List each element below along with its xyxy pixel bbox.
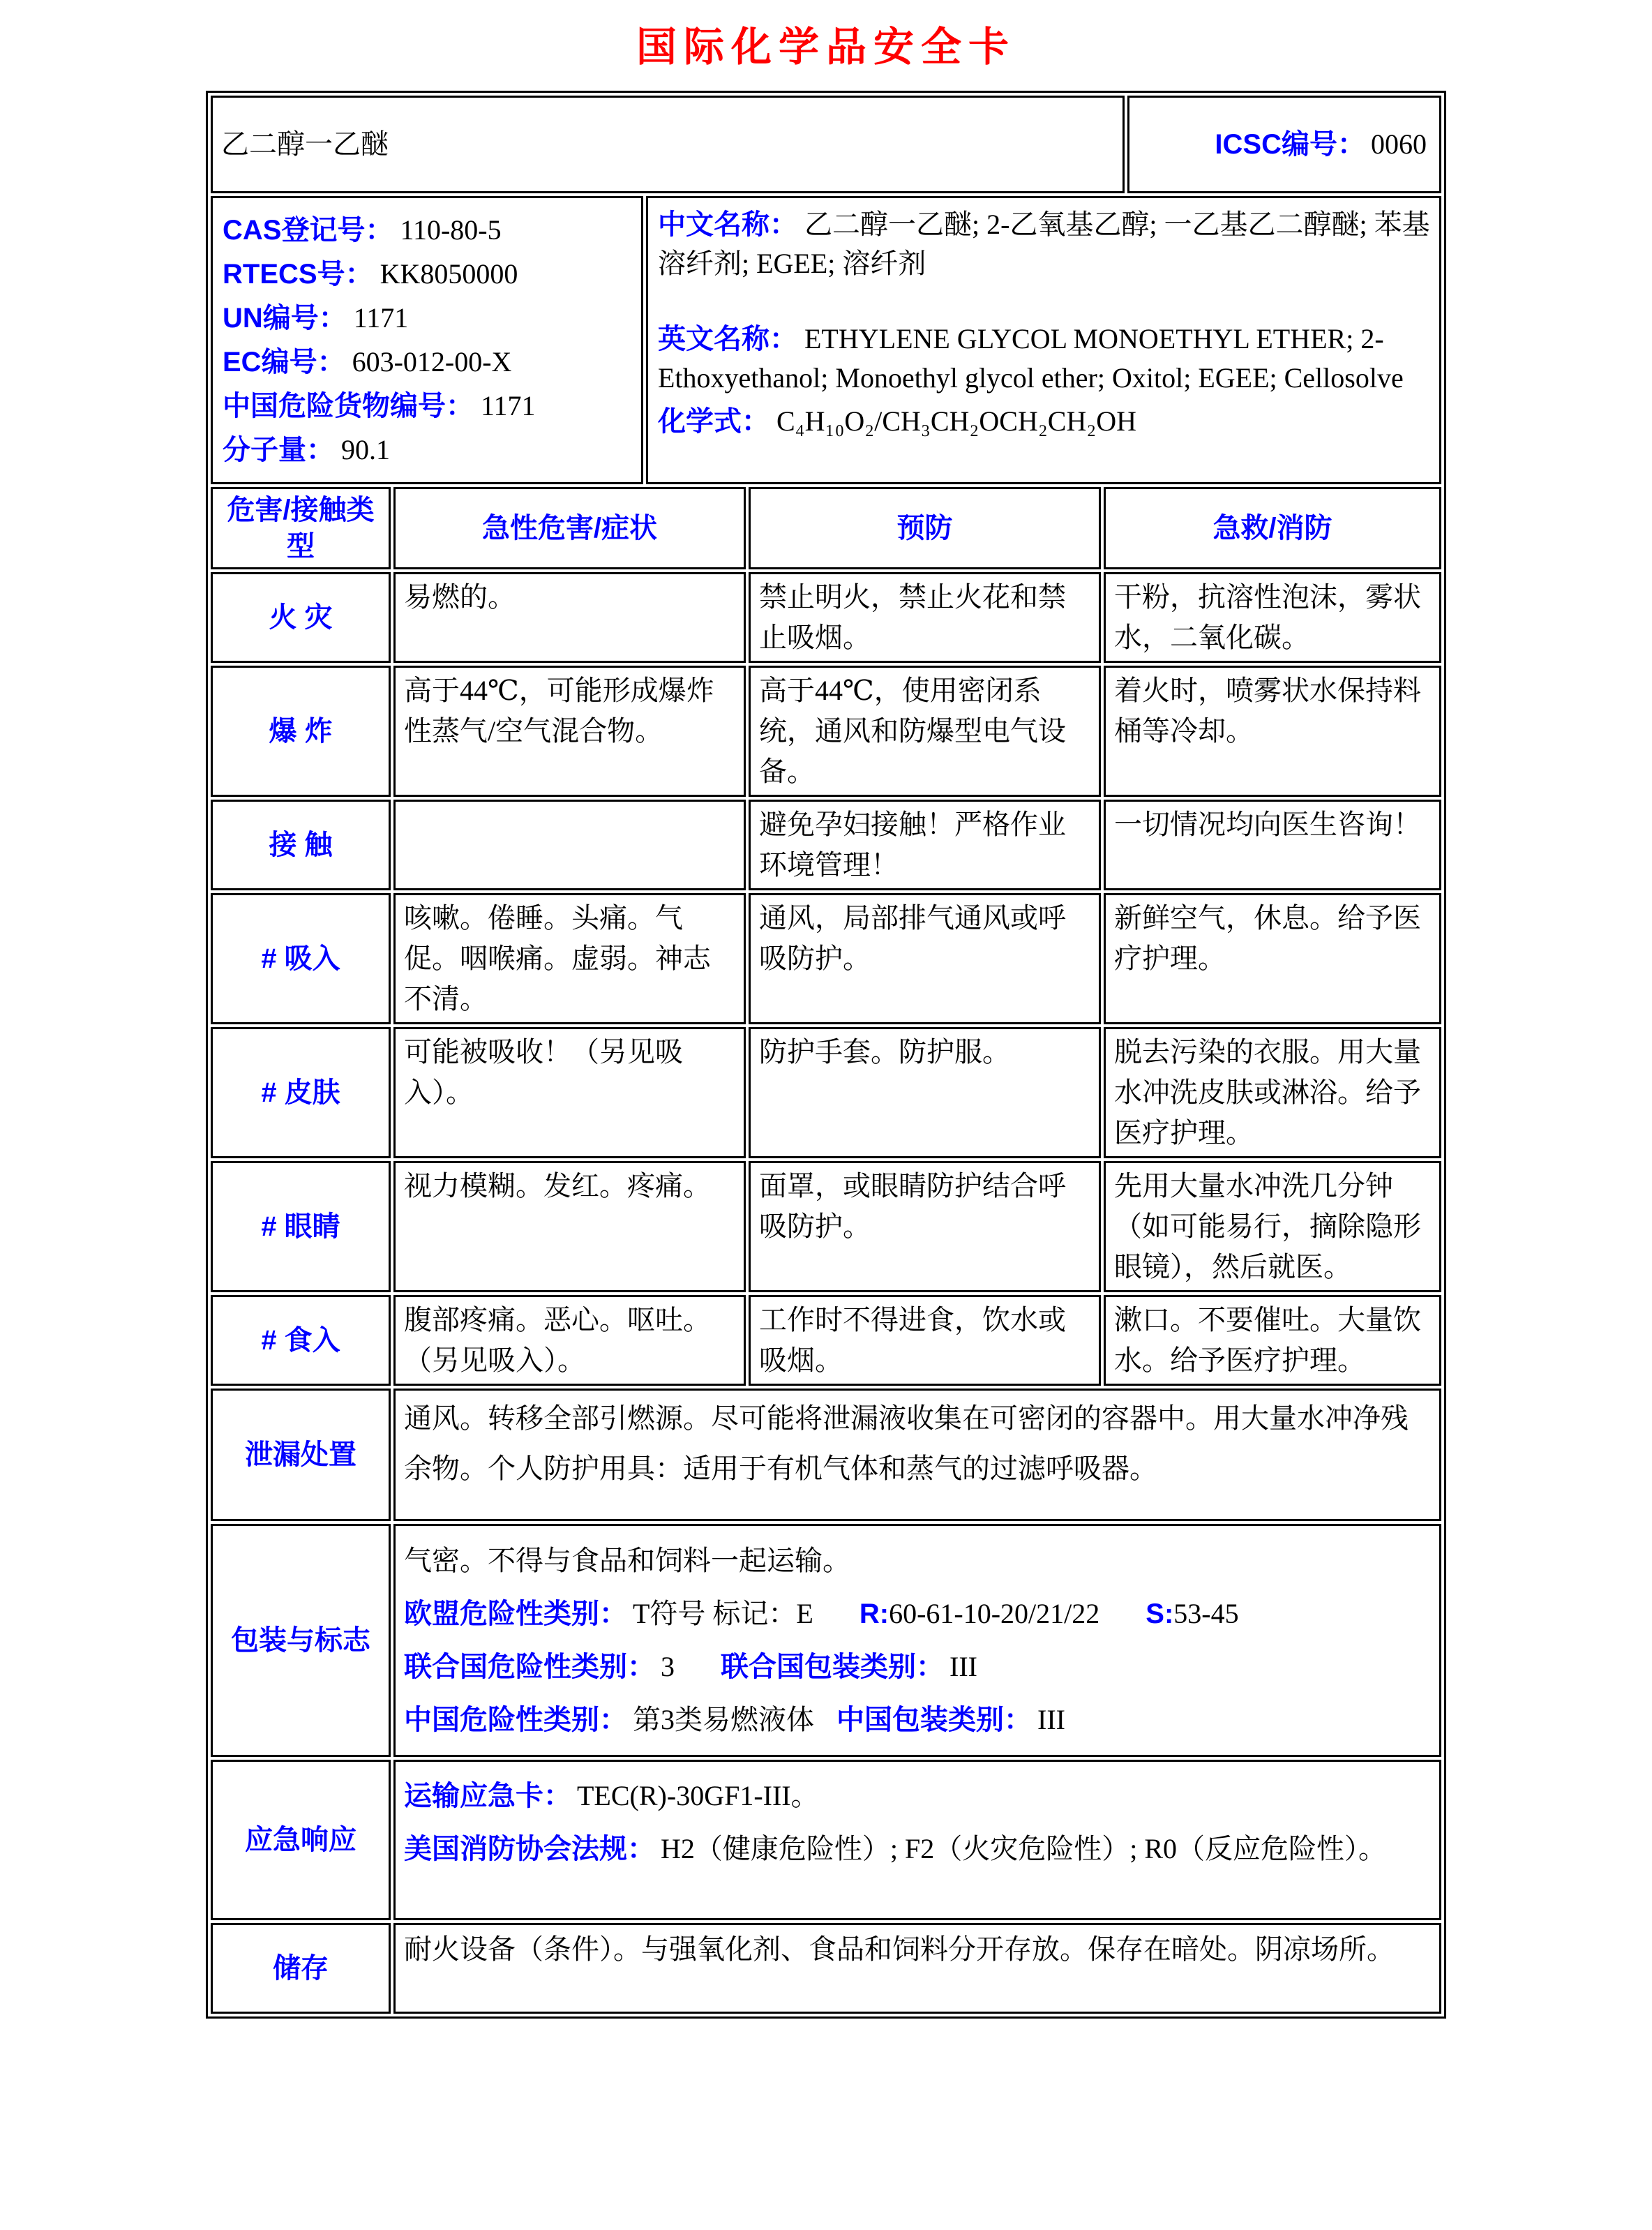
storage-row (211, 1923, 1441, 2014)
emergency-response-label: 应急响应 (211, 1760, 391, 1920)
hazard-row-contact (211, 800, 1441, 890)
hazard-row-skin (211, 1027, 1441, 1158)
header-firstaid-firefighting: 急救/消防 (1104, 487, 1441, 569)
ec-number-value: 603-012-00-X (352, 346, 512, 378)
english-names-label: 英文名称： (658, 324, 797, 355)
china-hazard-class-value: 第3类易燃液体 (633, 1704, 814, 1736)
china-dg-number-label: 中国危险货物编号： (223, 391, 474, 422)
fire-type-label: 火 灾 (211, 572, 391, 663)
mol-weight-label: 分子量： (223, 435, 334, 466)
spill-disposal-label: 泄漏处置 (211, 1389, 391, 1521)
cas-field (223, 211, 638, 249)
ec-number-label: EC编号： (223, 347, 345, 378)
explosion-symptoms: 高于44℃，可能形成爆炸性蒸气/空气混合物。 (393, 666, 746, 797)
eyes-symptoms: 视力模糊。发红。疼痛。 (393, 1161, 746, 1292)
fire-prevention: 禁止明火，禁止火花和禁止吸烟。 (749, 572, 1101, 663)
spill-disposal-content (393, 1389, 1441, 1521)
fire-symptoms: 易燃的。 (393, 572, 746, 663)
names-cell (646, 196, 1441, 484)
identifiers-cell (211, 196, 643, 484)
inhalation-symptoms: 咳嗽。倦睡。头痛。气促。咽喉痛。虚弱。神志不清。 (393, 893, 746, 1024)
hazard-row-inhalation (211, 893, 1441, 1024)
un-hazard-class-label: 联合国危险性类别： (404, 1652, 655, 1683)
icsc-number-value: 0060 (1371, 128, 1427, 160)
transport-emergency-card-value: TEC(R)-30GF1-III。 (577, 1780, 819, 1812)
ingestion-symptoms: 腹部疼痛。恶心。呕吐。（另见吸入）。 (393, 1295, 746, 1386)
un-number-label: UN编号： (223, 303, 347, 334)
s-phrases-value: 53-45 (1173, 1598, 1239, 1630)
fire-firstaid: 干粉，抗溶性泡沫，雾状水，二氧化碳。 (1104, 572, 1441, 663)
eu-hazard-class-label: 欧盟危险性类别： (404, 1599, 627, 1630)
skin-prevention: 防护手套。防护服。 (749, 1027, 1101, 1158)
icsc-number-label: ICSC编号： (1215, 129, 1365, 160)
ingestion-type-label: # 食入 (211, 1295, 391, 1386)
chinese-names-label: 中文名称： (658, 209, 797, 241)
page-title: 国际化学品安全卡 (636, 24, 1016, 70)
formula-label: 化学式： (658, 406, 769, 437)
mol-weight-field (223, 431, 638, 469)
chinese-names-value: 乙二醇一乙醚; 2-乙氧基乙醇; 一乙基乙二醇醚; 苯基溶纤剂; EGEE; 溶纤剂 (658, 209, 1430, 280)
contact-symptoms (393, 800, 746, 890)
skin-firstaid: 脱去污染的衣服。用大量水冲洗皮肤或淋浴。给予医疗护理。 (1104, 1027, 1441, 1158)
explosion-type-label: 爆 炸 (211, 666, 391, 797)
storage-text: 耐火设备（条件）。与强氧化剂、食品和饲料分开存放。保存在暗处。阴凉场所。 (404, 1933, 1395, 1966)
rtecs-value: KK8050000 (380, 258, 518, 290)
hazard-row-ingestion (211, 1295, 1441, 1386)
explosion-prevention: 高于44℃，使用密闭系统，通风和防爆型电气设备。 (749, 666, 1101, 797)
spill-disposal-text: 通风。转移全部引燃源。尽可能将泄漏液收集在可密闭的容器中。用大量水冲净残余物。个人防护用具：适用于有机气体和蒸气的过滤呼吸器。 (404, 1402, 1409, 1485)
rtecs-label: RTECS号： (223, 259, 373, 290)
english-names-para (658, 320, 1436, 398)
card-header-row (211, 96, 1441, 193)
hazard-row-explosion (211, 666, 1441, 797)
ingestion-prevention: 工作时不得进食，饮水或吸烟。 (749, 1295, 1101, 1386)
packaging-labeling-content (393, 1524, 1441, 1757)
header-prevention: 预防 (749, 487, 1101, 569)
un-packing-group-value: III (949, 1651, 977, 1683)
chemical-name-cell (211, 96, 1125, 193)
contact-prevention: 避免孕妇接触！严格作业环境管理！ (749, 800, 1101, 890)
cas-label: CAS登记号： (223, 215, 393, 246)
contact-firstaid: 一切情况均向医生咨询！ (1104, 800, 1441, 890)
china-packing-group-value: III (1037, 1704, 1065, 1736)
hazard-header-row (211, 487, 1441, 569)
chemical-name: 乙二醇一乙醚 (221, 128, 389, 160)
eu-hazard-class-line (404, 1593, 1431, 1635)
un-number-field (223, 299, 638, 337)
transport-emergency-card-label: 运输应急卡： (404, 1781, 571, 1812)
packaging-labeling-row (211, 1524, 1441, 1757)
un-class-line (404, 1646, 1431, 1688)
mol-weight-value: 90.1 (341, 434, 390, 466)
hazard-row-eyes (211, 1161, 1441, 1292)
r-phrases-value: 60-61-10-20/21/22 (889, 1598, 1100, 1630)
china-class-line (404, 1699, 1431, 1741)
cas-value: 110-80-5 (400, 214, 502, 246)
ingestion-firstaid: 漱口。不要催吐。大量饮水。给予医疗护理。 (1104, 1295, 1441, 1386)
eyes-type-label: # 眼睛 (211, 1161, 391, 1292)
packaging-labeling-label: 包装与标志 (211, 1524, 391, 1757)
inhalation-firstaid: 新鲜空气，休息。给予医疗护理。 (1104, 893, 1441, 1024)
emergency-response-content (393, 1760, 1441, 1920)
contact-type-label: 接 触 (211, 800, 391, 890)
header-acute-symptoms: 急性危害/症状 (393, 487, 746, 569)
skin-symptoms: 可能被吸收！（另见吸入）。 (393, 1027, 746, 1158)
nfpa-code-value: H2（健康危险性）; F2（火灾危险性）; R0（反应危险性）。 (661, 1833, 1387, 1865)
rtecs-field (223, 255, 638, 293)
english-names-value: ETHYLENE GLYCOL MONOETHYL ETHER; 2-Ethoxyethanol; Monoethyl glycol ether; Oxitol; EGEE; Cellosolve (658, 323, 1404, 394)
spill-disposal-row (211, 1389, 1441, 1521)
inhalation-prevention: 通风，局部排气通风或呼吸防护。 (749, 893, 1101, 1024)
icsc-card (206, 91, 1446, 2019)
explosion-firstaid: 着火时，喷雾状水保持料桶等冷却。 (1104, 666, 1441, 797)
header-hazard-type: 危害/接触类型 (211, 487, 391, 569)
storage-content (393, 1923, 1441, 2014)
china-dg-number-value: 1171 (481, 390, 536, 422)
skin-type-label: # 皮肤 (211, 1027, 391, 1158)
un-packing-group-label: 联合国包装类别： (721, 1652, 944, 1683)
formula-value: C₄H₁₀O₂/CH₃CH₂OCH₂CH₂OH (776, 405, 1137, 437)
chinese-names-para (658, 205, 1436, 283)
r-phrases-label: R: (859, 1599, 889, 1630)
china-packing-group-label: 中国包装类别： (836, 1705, 1032, 1736)
s-phrases-label: S: (1146, 1599, 1174, 1630)
un-hazard-class-value: 3 (661, 1651, 675, 1683)
transport-emergency-card-line (404, 1774, 1431, 1818)
eyes-firstaid: 先用大量水冲洗几分钟（如可能易行，摘除隐形眼镜），然后就医。 (1104, 1161, 1441, 1292)
inhalation-type-label: # 吸入 (211, 893, 391, 1024)
ec-number-field (223, 343, 638, 381)
formula-para (658, 402, 1436, 441)
storage-label: 储存 (211, 1923, 391, 2014)
china-dg-number-field (223, 387, 638, 425)
icsc-number-cell (1127, 96, 1441, 193)
identity-row (211, 196, 1441, 484)
hazard-row-fire (211, 572, 1441, 663)
nfpa-code-line (404, 1827, 1431, 1871)
un-number-value: 1171 (353, 302, 409, 334)
packaging-transport-note: 气密。不得与食品和饲料一起运输。 (404, 1545, 850, 1577)
emergency-response-row (211, 1760, 1441, 1920)
nfpa-code-label: 美国消防协会法规： (404, 1834, 655, 1865)
eu-hazard-class-value: T符号 标记：E (633, 1598, 813, 1630)
china-hazard-class-label: 中国危险性类别： (404, 1705, 627, 1736)
eyes-prevention: 面罩，或眼睛防护结合呼吸防护。 (749, 1161, 1101, 1292)
